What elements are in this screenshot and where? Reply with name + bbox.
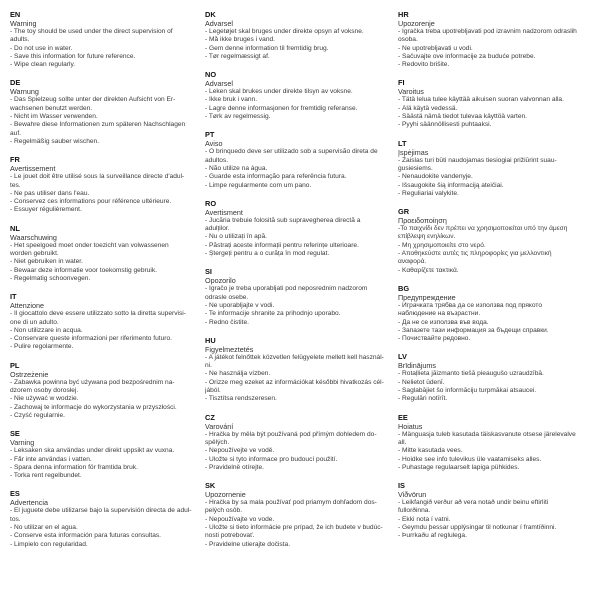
warning-line: - Ikke bruk i vann. [205, 96, 258, 104]
warning-line: - Må ikke bruges i vand. [205, 36, 275, 44]
warning-line: наблюдение на възрастни. [398, 310, 481, 318]
warning-title: Advarsel [205, 19, 233, 28]
warning-line: - Gem denne information til fremtidig brug. [205, 44, 329, 52]
language-code: LT [398, 138, 407, 148]
language-block-de [10, 78, 198, 146]
warning-line: - Lagre denne informasjonen for fremtidig referanse. [205, 104, 358, 112]
warning-title: Figyelmeztetés [205, 344, 254, 354]
warning-title: Upozornenie [205, 490, 246, 500]
warning-line: - Conservez ces informations pour référence ultérieure. [10, 198, 172, 206]
language-block-si [205, 267, 393, 326]
warning-line: - Jucăria trebuie folosită sub supravegherea directă a [205, 216, 361, 224]
warning-line: - Tør regelmæssigt af. [205, 52, 270, 60]
language-block-pt [205, 130, 393, 189]
warning-line: - Uložte si tieto informácie pre prípad, že ich budete v budúc- [205, 523, 383, 531]
warning-line: pelých osôb. [205, 507, 243, 515]
warning-title: Varning [10, 438, 35, 448]
warning-line: - Ne uporabljajte v vodi. [205, 301, 275, 309]
language-block-ro [205, 199, 393, 258]
warning-line: - Niet gebruiken in water. [10, 258, 83, 266]
warning-line: - Reguliariai valykite. [398, 189, 459, 197]
warning-title: Attenzione [10, 301, 44, 311]
language-block-pl [10, 361, 198, 420]
language-block-cz [205, 413, 393, 472]
language-block-gr [398, 207, 586, 275]
warning-line: - Le jouet doit être utilisé sous la surveillance directe d'adul- [10, 173, 185, 181]
warning-line: - Nepoužívajte vo vode. [205, 515, 275, 523]
warning-line: - Save this information for future reference. [10, 52, 136, 60]
language-block-lv [398, 352, 586, 403]
language-block-fr [10, 155, 198, 214]
warning-line: - Il giocattolo deve essere utilizzato sotto la diretta supervisi- [10, 310, 186, 318]
warning-line: - Zabawka powinna być używana pod bezpośrednim na- [10, 378, 175, 386]
warning-line: nosti potrebovať. [205, 532, 255, 540]
warning-line: osoba. [398, 36, 418, 44]
warning-line: - Nepoužívejte ve vodě. [205, 447, 275, 455]
warning-line: all. [398, 438, 407, 446]
language-code: PL [10, 360, 20, 370]
warning-title: Įspėjimas [398, 147, 429, 157]
warning-title: Advertencia [10, 498, 48, 508]
warning-line: tes. [10, 181, 21, 189]
warning-line: - Puhastage regulaarselt lapiga pühkides. [398, 463, 520, 471]
warning-line: adultos. [205, 156, 229, 164]
warning-line: adulților. [205, 225, 230, 233]
warning-title: Varoitus [398, 87, 424, 97]
warning-line: - Запазете тази информация за бъдещи справки. [398, 326, 549, 334]
warning-line: - Uložte si tyto informace pro budoucí použití. [205, 455, 338, 463]
warning-line: - Nie używać w wodzie. [10, 395, 79, 403]
warning-title: Предупреждение [398, 292, 456, 302]
language-code: IS [398, 481, 405, 491]
warning-title: Aviso [205, 139, 223, 149]
language-code: NO [205, 70, 217, 80]
warning-title: Viðvörun [398, 490, 427, 500]
language-code: CZ [205, 412, 215, 422]
warning-line: - O brinquedo deve ser utilizado sob a supervisão direta de [205, 148, 378, 156]
warning-line: - Redno čistite. [205, 318, 249, 326]
warning-title: Opozorilo [205, 276, 236, 286]
warning-line: - Pravidelně otírejte. [205, 463, 265, 471]
warning-line: - Não utilize na água. [205, 164, 268, 172]
warning-line: - Wipe clean regularly. [10, 61, 76, 69]
warning-line: one di un adulto. [10, 318, 59, 326]
warning-line: - Nelietot ūdenī. [398, 378, 445, 386]
warning-line: - Nu o utilizați în apă. [205, 233, 267, 241]
language-code: HR [398, 10, 409, 19]
language-block-es [10, 489, 198, 548]
language-code: DE [10, 78, 21, 88]
warning-line: - Älä käytä vedessä. [398, 104, 458, 112]
warning-line: - Nicht im Wasser verwenden. [10, 113, 98, 121]
language-code: BG [398, 283, 410, 293]
language-code: EE [398, 412, 408, 422]
warning-line: - Hračka by sa mala používať pod priamym dohľadom dos- [205, 499, 377, 507]
warning-line: - Pravidelne utierajte dočista. [205, 540, 291, 548]
warning-line: - Hoidke see info tulevikus üle vaatamiseks alles. [398, 455, 542, 463]
language-code: LV [398, 352, 407, 362]
language-block-no [205, 70, 393, 121]
warning-line: -Το παιχνίδι δεν πρέπει να χρησιμοποιείται υπό την άμεση [398, 225, 568, 233]
warning-line: - Conserve esta información para futuras consultas. [10, 532, 161, 540]
warning-line: - Saglabājiet šo informāciju turpmākai atsaucei. [398, 387, 537, 395]
warning-line: - Czyść regularnie. [10, 411, 65, 419]
warning-line: - Igračo je treba uporabljati pod neposrednim nadzorom [205, 285, 368, 293]
language-code: DK [205, 10, 216, 19]
warning-line: - Regelmatig schoonvegen. [10, 274, 91, 282]
language-code: SI [205, 267, 212, 277]
warning-line: fullorðinna. [398, 507, 431, 515]
language-block-ee [398, 413, 586, 472]
warning-line: - Mitte kasutada vees. [398, 447, 463, 455]
warning-line: - Þurrkaðu af reglulega. [398, 532, 467, 540]
warning-line: - Leken skal brukes under direkte tilsyn av voksne. [205, 88, 353, 96]
language-block-en [10, 10, 198, 69]
language-code: FI [398, 78, 405, 88]
language-code: NL [10, 223, 20, 233]
language-block-lt [398, 139, 586, 198]
warning-title: Hoiatus [398, 421, 423, 431]
warning-line: - Regelmäßig sauber wischen. [10, 137, 100, 145]
warning-title: Avertissement [10, 164, 56, 174]
warning-line: - Tisztítsa rendszeresen. [205, 395, 277, 403]
warning-line: - Tätä lelua tulee käyttää aikuisen suoran valvonnan alla. [398, 96, 564, 104]
warning-line: ni. [205, 362, 212, 370]
warning-line: επίβλεψη ενηλίκων. [398, 233, 456, 241]
language-code: EN [10, 10, 21, 19]
column-3 [398, 10, 586, 550]
warning-line: - Bewaar deze informatie voor toekomstig gebruik. [10, 266, 157, 274]
warning-line: - Torka rent regelbundet. [10, 472, 82, 480]
warning-line: - Да не се използва във вода. [398, 318, 489, 326]
warning-title: Brīdinājums [398, 361, 436, 371]
warning-line: jából. [205, 387, 221, 395]
warning-line: spělých. [205, 438, 230, 446]
warning-line: - Sačuvajte ove informacije za buduće potrebe. [398, 52, 536, 60]
warning-line: - Bewahre diese Informationen zum späteren Nachschlagen [10, 121, 186, 129]
warning-line: - The toy should be used under the direct supervision of [10, 28, 173, 35]
warning-line: - Играчката трябва да се използва под прякото [398, 301, 543, 309]
language-code: IT [10, 292, 17, 302]
warning-line: - Mänguasja tuleb kasutada täiskasvanute otsese järelevalve [398, 430, 576, 438]
warning-line: - Igračka treba upotrebljavati pod izravnim nadzorom odraslih [398, 28, 577, 35]
language-block-sk [205, 481, 393, 549]
warning-line: - Redovito brišite. [398, 61, 450, 69]
language-code: PT [205, 130, 215, 140]
warning-line: - Spara denna information för framtida bruk. [10, 463, 138, 471]
column-1 [10, 10, 198, 558]
language-block-bg [398, 284, 586, 343]
warning-line: - Ștergeți pentru a o curăța în mod regulat. [205, 250, 330, 258]
warning-line: - Почиствайте редовно. [398, 335, 471, 343]
warning-line: - Legetøjet skal bruges under direkte opsyn af voksne. [205, 28, 364, 35]
warning-line: - Do not use in water. [10, 44, 73, 52]
language-code: SK [205, 481, 216, 491]
language-block-se [10, 429, 198, 480]
warning-line: - Regulāri notīrīt. [398, 395, 448, 403]
warning-line: - Guarde esta informação para referência futura. [205, 173, 347, 181]
warning-title: Warning [10, 19, 37, 28]
warning-line: - Får inte användas i vatten. [10, 455, 92, 463]
warning-line: - Μη χρησιμοποιείτε στο νερό. [398, 241, 486, 249]
column-2 [205, 10, 393, 558]
language-code: RO [205, 198, 217, 208]
warning-line: - A játékot felnőttek közvetlen felügyelete mellett kell használ- [205, 353, 384, 361]
warning-line: - Išsaugokite šią informaciją ateičiai. [398, 181, 504, 189]
warning-line: - Essuyer régulièrement. [10, 206, 82, 214]
warning-line: - Geymdu þessar upplýsingar til notkunar í framtíðinni. [398, 523, 557, 531]
warning-line: - Zachowaj te informacje do wykorzystania w przyszłości. [10, 403, 177, 411]
language-block-dk [205, 10, 393, 61]
warning-line: - Ekki nota í vatni. [398, 515, 451, 523]
warning-title: Avertisment [205, 207, 243, 217]
warning-line: - No utilizar en el agua. [10, 523, 78, 531]
warning-line: - Păstrați aceste informații pentru referințe ulterioare. [205, 241, 359, 249]
language-code: HU [205, 335, 216, 345]
warning-line: - Non utilizzare in acqua. [10, 326, 83, 334]
warning-line: - Te informacije shranite za prihodnjo uporabo. [205, 310, 341, 318]
warning-line: - Őrizze meg ezeket az információkat későbbi hivatkozás cél- [205, 378, 384, 386]
warning-line: - Ne használja vízben. [205, 370, 271, 378]
warning-line: - Das Spielzeug sollte unter der direkten Aufsicht von Er- [10, 96, 176, 104]
warning-line: - Αποθηκεύστε αυτές τις πληροφορίες για μελλοντική [398, 250, 552, 258]
warning-line: adults. [10, 36, 30, 44]
warning-title: Varování [205, 421, 234, 431]
language-code: ES [10, 489, 20, 499]
warning-line: - Hračka by měla být používaná pod přímým dohledem do- [205, 430, 377, 438]
language-block-hr [398, 10, 586, 69]
language-block-is [398, 481, 586, 540]
warning-line: tos. [10, 515, 21, 523]
language-block-it [10, 292, 198, 351]
warning-line: wachsenen benutzt werden. [10, 104, 93, 112]
warning-line: worden gebruikt. [10, 250, 59, 258]
warning-line: - Leikfangið verður að vera notað undir beinu eftirliti [398, 499, 549, 507]
warning-title: Ostrzeżenie [10, 369, 49, 379]
warning-title: Warnung [10, 87, 39, 97]
warning-line: - Ne pas utiliser dans l'eau. [10, 189, 90, 197]
warning-title: Waarschuwing [10, 232, 57, 242]
warning-line: αναφορά. [398, 258, 427, 266]
language-code: FR [10, 155, 20, 165]
warning-line: auf. [10, 129, 21, 137]
warning-line: - El juguete debe utilizarse bajo la supervisión directa de adul- [10, 507, 192, 515]
warning-title: Προειδοποίηση [398, 216, 447, 226]
warning-line: - Žaislas turi būti naudojamas tiesiogiai prižiūrint suau- [398, 156, 557, 164]
language-block-hu [205, 336, 393, 404]
warning-line: dzorem osoby dorosłej. [10, 387, 79, 395]
warning-line: - Limpielo con regularidad. [10, 540, 88, 548]
warning-line: - Nenaudokite vandenyje. [398, 173, 473, 181]
warning-line: - Säästä nämä tiedot tulevaa käyttöä varten. [398, 113, 528, 121]
language-code: GR [398, 207, 410, 217]
language-block-fi [398, 78, 586, 129]
warning-line: - Het speelgoed moet onder toezicht van volwassenen [10, 241, 169, 249]
warning-title: Advarsel [205, 79, 233, 89]
warning-line: - Leksaken ska användas under direkt uppsikt av vuxna. [10, 447, 175, 455]
warning-line: gusiesiems. [398, 164, 433, 172]
warning-title: Upozorenje [398, 19, 435, 28]
language-code: SE [10, 429, 20, 439]
warning-line: - Conservare queste informazioni per riferimento futuro. [10, 335, 172, 343]
language-block-nl [10, 224, 198, 283]
warning-line: odrasle osebe. [205, 293, 249, 301]
warning-line: - Pulire regolarmente. [10, 343, 74, 351]
warning-line: - Limpe regularmente com um pano. [205, 181, 312, 189]
warning-line: - Ne upotrebljavati u vodi. [398, 44, 473, 52]
warning-line: - Tørk av regelmessig. [205, 113, 271, 121]
warning-line: - Καθαρίζετε τακτικά. [398, 266, 459, 274]
warning-line: - Pyyhi säännöllisesti puhtaaksi. [398, 121, 492, 129]
warning-line: - Rotaļlieta jāizmanto tiešā pieaugušo uzraudzībā. [398, 370, 544, 378]
